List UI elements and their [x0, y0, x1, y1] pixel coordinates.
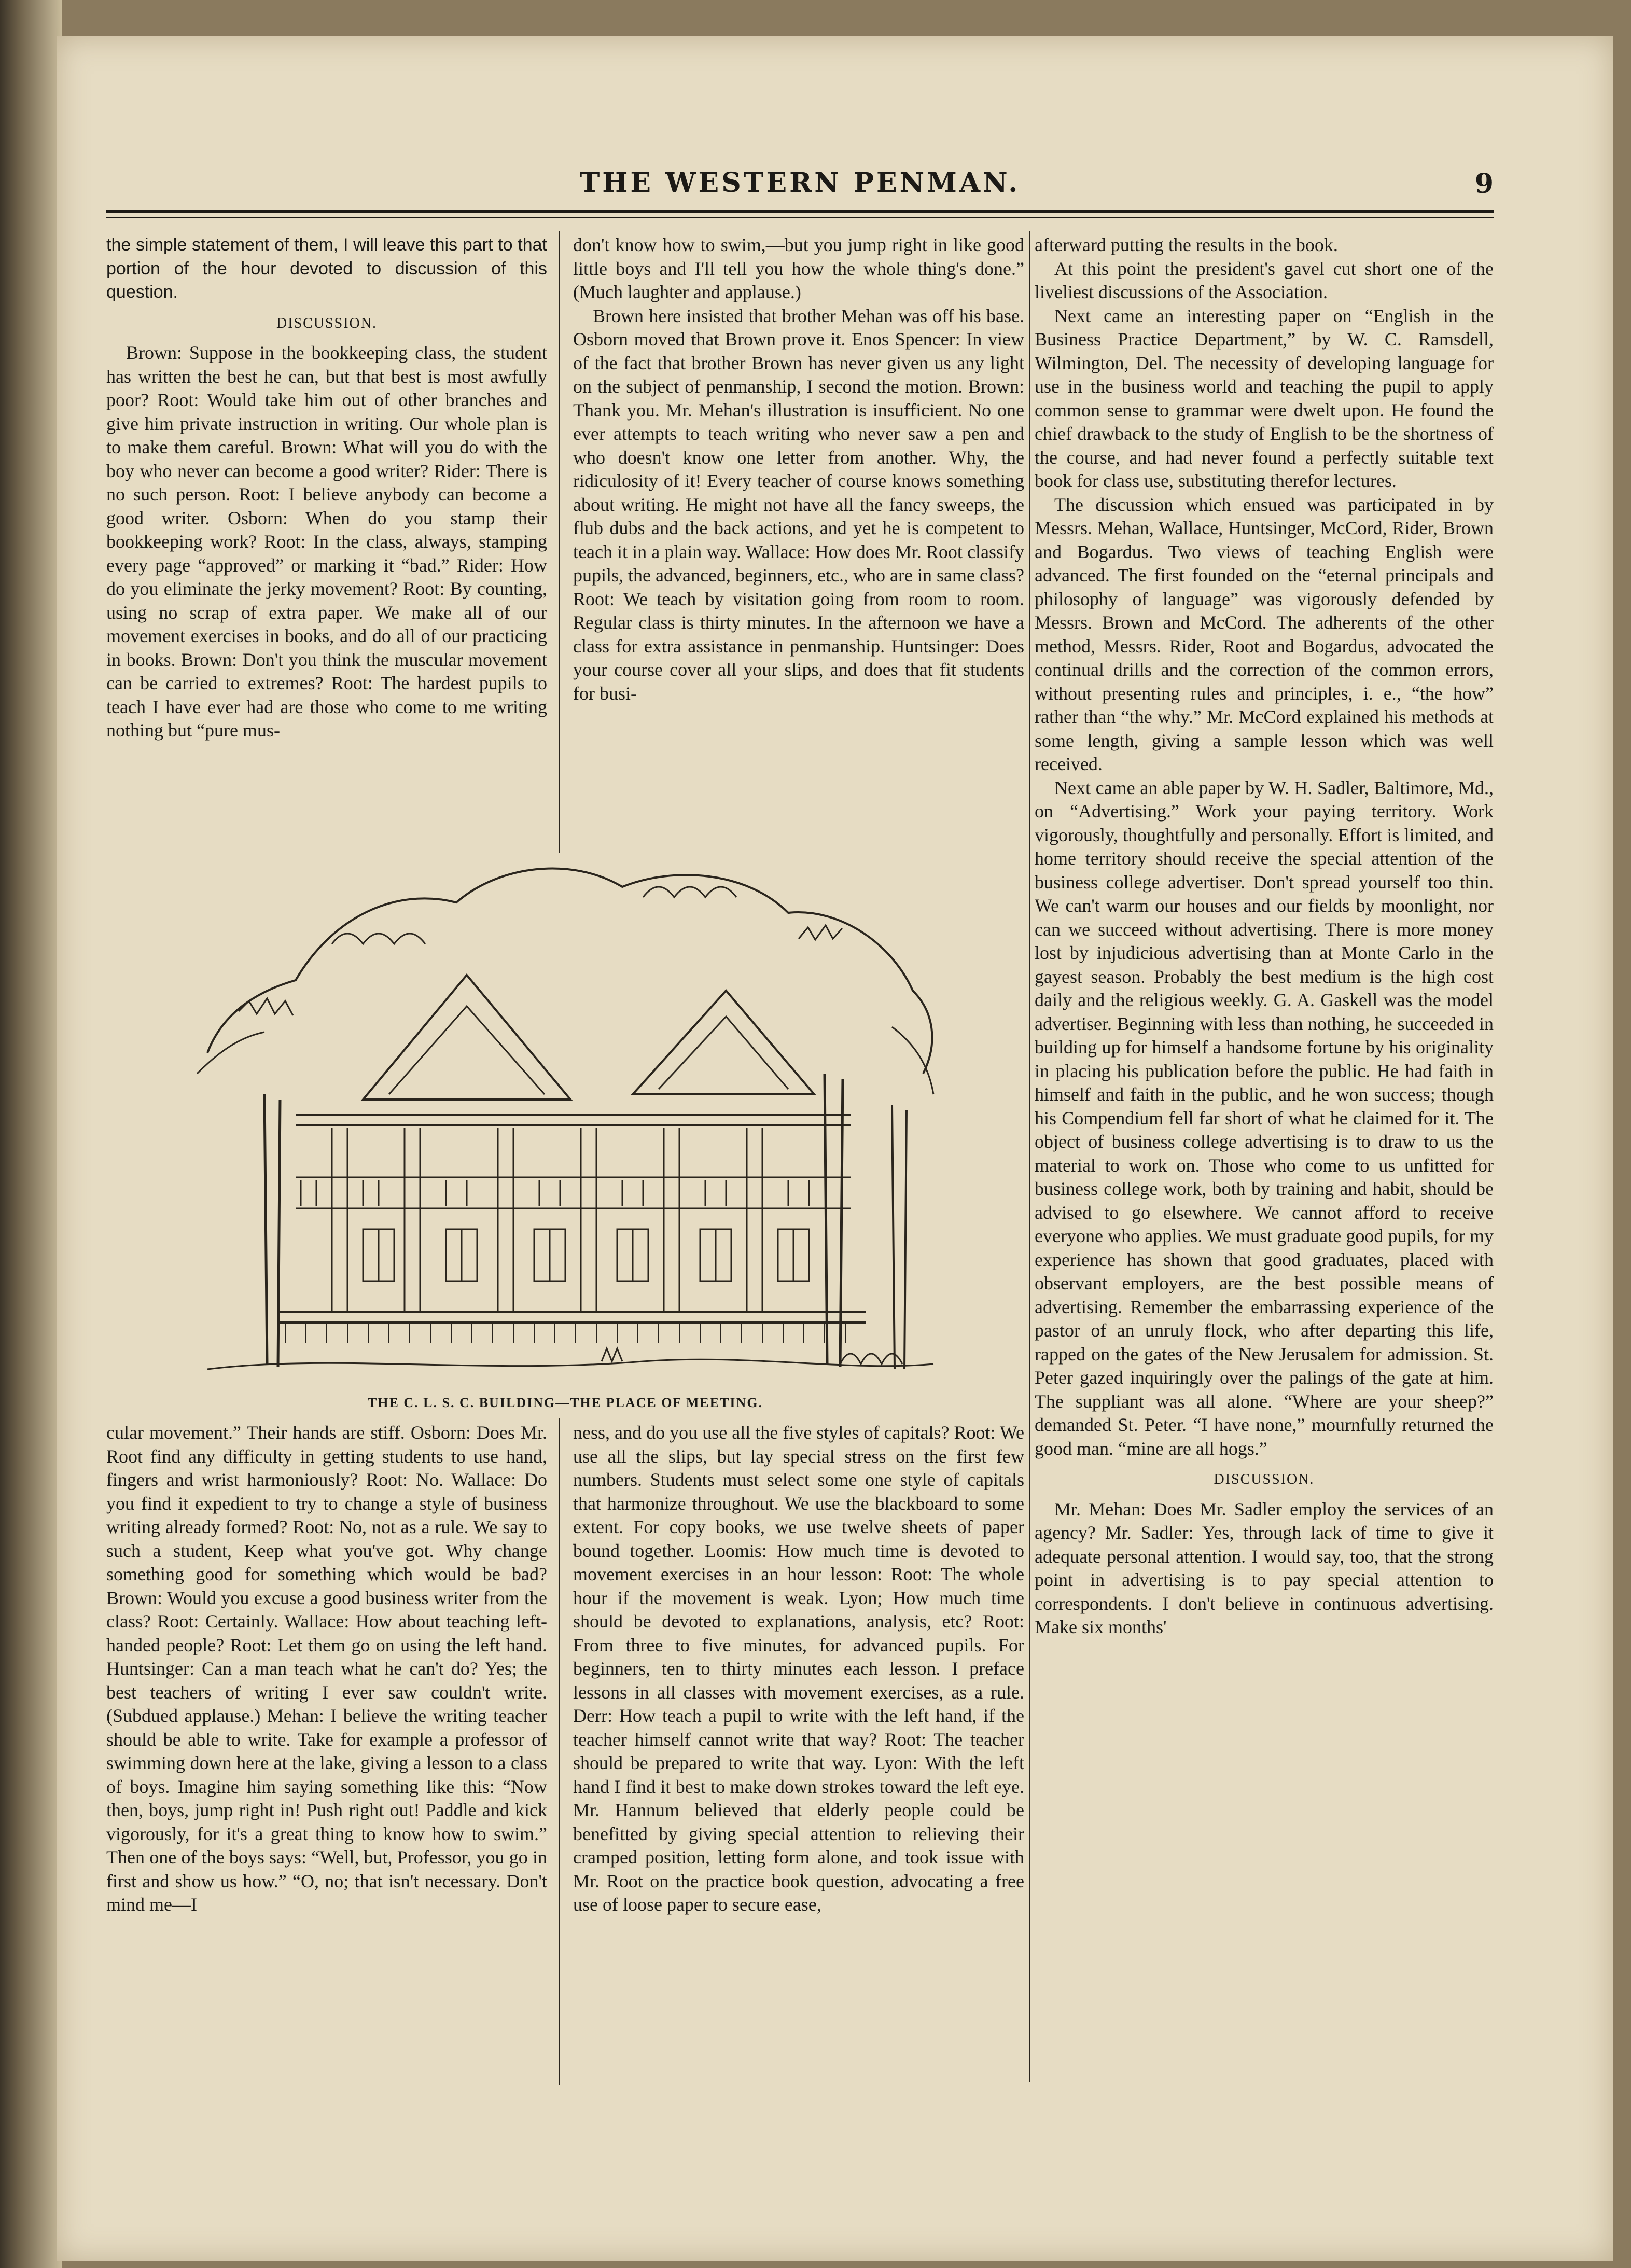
paragraph: At this point the president's gavel cut short one of the liveliest discussions of the Association.	[1035, 258, 1494, 302]
column-3	[1035, 233, 1494, 2080]
section-heading-discussion: DISCUSSION.	[276, 315, 377, 331]
paragraph: ness, and do you use all the five styles of capitals? Root: We use all the slips, but lay special stress on the first few numbers. Students must select some one style of capitals that harmonize throughout. We use the blackboard to some extent. For copy books, we use twelve sheets of paper bound together. Loomis: How much time is devoted to movement exercises in an hour lesson: Root: The whole hour if the movement is weak. Lyon; How much time should be devoted to explanations, analysis, etc? Root: From three to five minutes, for advanced pupils. For beginners, ten to thirty minutes each lesson. I preface lessons in all classes with movement exercises, as a rule. Derr: How teach a pupil to write with the left hand, if the teacher himself cannot write that way? Root: The teacher should be prepared to write that way. Lyon: With the left hand I find it best to make down strokes toward the left eye. Mr. Hannum believed that elderly people could be benefitted by giving special attention to relieving their cramped position, letting form alone, and took issue with Mr. Root on the practice book question, advocating a free use of loose paper to secure ease,	[573, 1422, 1024, 1915]
column-1-top	[106, 233, 547, 853]
column-1-bottom	[106, 1421, 547, 2085]
header-rule-thick	[106, 210, 1494, 213]
page-number: 9	[1474, 168, 1494, 200]
paragraph: afterward putting the results in the book.	[1035, 234, 1338, 255]
paragraph: The discussion which ensued was participated in by Messrs. Mehan, Wallace, Huntsinger, McCord, Rider, Brown and Bogardus. Two views of teaching English were advanced. The first founded on the “eternal principals and philosophy of language” was vigorously defended by Messrs. Brown and McCord. The adherents of the other method, Messrs. Rider, Root and Bogardus, advocated the continual drills and the correction of the common errors, without presenting rules and principles, i. e., “the how” rather than “the why.” Mr. McCord explained his methods at some length, giving a sample lesson which was well received.	[1035, 494, 1494, 774]
book-gutter	[0, 0, 62, 2268]
paragraph: Mr. Mehan: Does Mr. Sadler employ the services of an agency? Mr. Sadler: Yes, through lack of time to give it adequate personal attention. I would say, too, that the strong point in advertising is to pay special attention to correspondents. I don't believe in continuous advertising. Make six months'	[1035, 1498, 1494, 1637]
header-rule-thin	[106, 217, 1494, 218]
column-2-bottom	[573, 1421, 1024, 2085]
column-divider-3	[559, 1418, 560, 2085]
paragraph: cular movement.” Their hands are stiff. Osborn: Does Mr. Root find any difficulty in getting students to use hand, fingers and wrist harmoniously? Root: No. Wallace: Do you find it expedient to try to change a style of business writing already formed? Root: No, not as a rule. We say to such a student, Keep what you've got. Why change something good for something which would be bad? Brown: Would you excuse a good business writer from the class? Root: Certainly. Wallace: How about teaching left-handed people? Root: Let them go on using the left hand. Huntsinger: Can a man teach what he can't do? Yes; the best teachers of writing I ever saw couldn't write. (Subdued applause.) Mehan: I believe the writing teacher should be able to write. Take for example a professor of swimming down here at the lake, giving a lesson to a class of boys. Imagine him saying something like this: “Now then, boys, jump right in! Push right out! Paddle and kick vigorously, for it's a great thing to know how to swim.” Then one of the boys says: “Well, but, Professor, you go in first and show us how.” “O, no; that isn't necessary. Don't mind me—I	[106, 1422, 547, 1915]
page-title: THE WESTERN PENMAN.	[579, 167, 1021, 199]
column-2-top	[573, 233, 1024, 853]
column-divider-1	[559, 231, 560, 853]
lead-paragraph: the simple statement of them, I will leave this part to that portion of the hour devoted to discussion of this question.	[106, 235, 547, 302]
paragraph: don't know how to swim,—but you jump right in like good little boys and I'll tell you how the whole thing's done.” (Much laughter and applause.)	[573, 234, 1024, 302]
paragraph: Brown here insisted that brother Mehan was off his base. Osborn moved that Brown prove it. Enos Spencer: In view of the fact that brother Brown has never given us any light on the subject of penmanship, I second the motion. Brown: Thank you. Mr. Mehan's illustration is insufficient. No one ever attempts to teach writing who never saw a pen and who doesn't know one letter from another. Why, the ridiculosity of it! Every teacher of course knows something about writing. He might not have all the fancy sweeps, the flub dubs and the back actions, and yet he is competent to teach it in a plain way. Wallace: How does Mr. Root classify pupils, the advanced, beginners, etc., who are in same class? Root: We teach by visitation going from room to room. Regular class is thirty minutes. In the afternoon we have a class for extra assistance in penmanship. Huntsinger: Does your course cover all your slips, and does that fit students for busi-	[573, 305, 1024, 704]
building-illustration	[176, 856, 954, 1395]
paragraph: Next came an able paper by W. H. Sadler, Baltimore, Md., on “Advertising.” Work your paying territory. Work vigorously, thoughtfully and personally. Effort is limited, and home territory should receive the special attention of the business college advertiser. Don't spread yourself too thin. We can't warm our houses and our fields by moonlight, nor can we succeed without advertising. There is more money lost by injudicious advertising than at Monte Carlo in the gayest season. Probably the best medium is the high cost daily and the religious weekly. G. A. Gaskell was the model advertiser. Beginning with less than nothing, he succeeded in building up for himself a handsome fortune by his originality in placing his publication before the public. He had faith in himself and faith in the public, and he won success; though his Compendium fell far short of what he claimed for it. The object of business college advertising is to draw to us the material to work on. Those who come to us unfitted for business college work, both by training and habit, should be advised to go elsewhere. We cannot afford to receive everyone who applies. We must graduate good pupils, for my experience has shown that good graduates, placed with observant employers, are the best possible means of advertising. Remember the embarrassing experience of the pastor of an unruly flock, who after departing this life, rapped on the gates of the New Jerusalem for admission. St. Peter gazed inquiringly over the palings of the gate at him. The suppliant was all alone. “Where are your sheep?” demanded St. Peter. “I have none,” mournfully returned the good man. “mine are all hogs.”	[1035, 777, 1494, 1459]
column-divider-2	[1029, 231, 1030, 2082]
section-heading-discussion: DISCUSSION.	[1214, 1471, 1315, 1487]
page-header	[106, 167, 1494, 208]
illustration-caption: THE C. L. S. C. BUILDING—THE PLACE OF MEETING.	[367, 1395, 763, 1410]
paragraph: Next came an interesting paper on “English in the Business Practice Department,” by W. C. Ramsdell, Wilmington, Del. The necessity of developing language for use in the business world and teaching the pupil to apply common sense to grammar were dwelt upon. He found the chief drawback to the study of English to be the shortness of the course, and had never found a perfectly suitable text book for class use, substituting therefor lectures.	[1035, 305, 1494, 491]
paragraph: Brown: Suppose in the bookkeeping class, the student has written the best he can, but that best is most awfully poor? Root: Would take him out of other branches and give him private instruction in writing. Our whole plan is to make them careful. Brown: What will you do with the boy who never can become a good writer? Rider: There is no such person. Root: I believe anybody can become a good writer. Osborn: When do you stamp their bookkeeping work? Root: In the class, always, stamping every page “approved” or marking it “bad.” Rider: How do you eliminate the jerky movement? Root: By counting, using no scrap of extra paper. We make all of our movement exercises in books, and do all of our practicing in books. Brown: Don't you think the muscular movement can be carried to extremes? Root: The hardest pupils to teach I have ever had are those who come to me writing nothing but “pure mus-	[106, 342, 547, 741]
